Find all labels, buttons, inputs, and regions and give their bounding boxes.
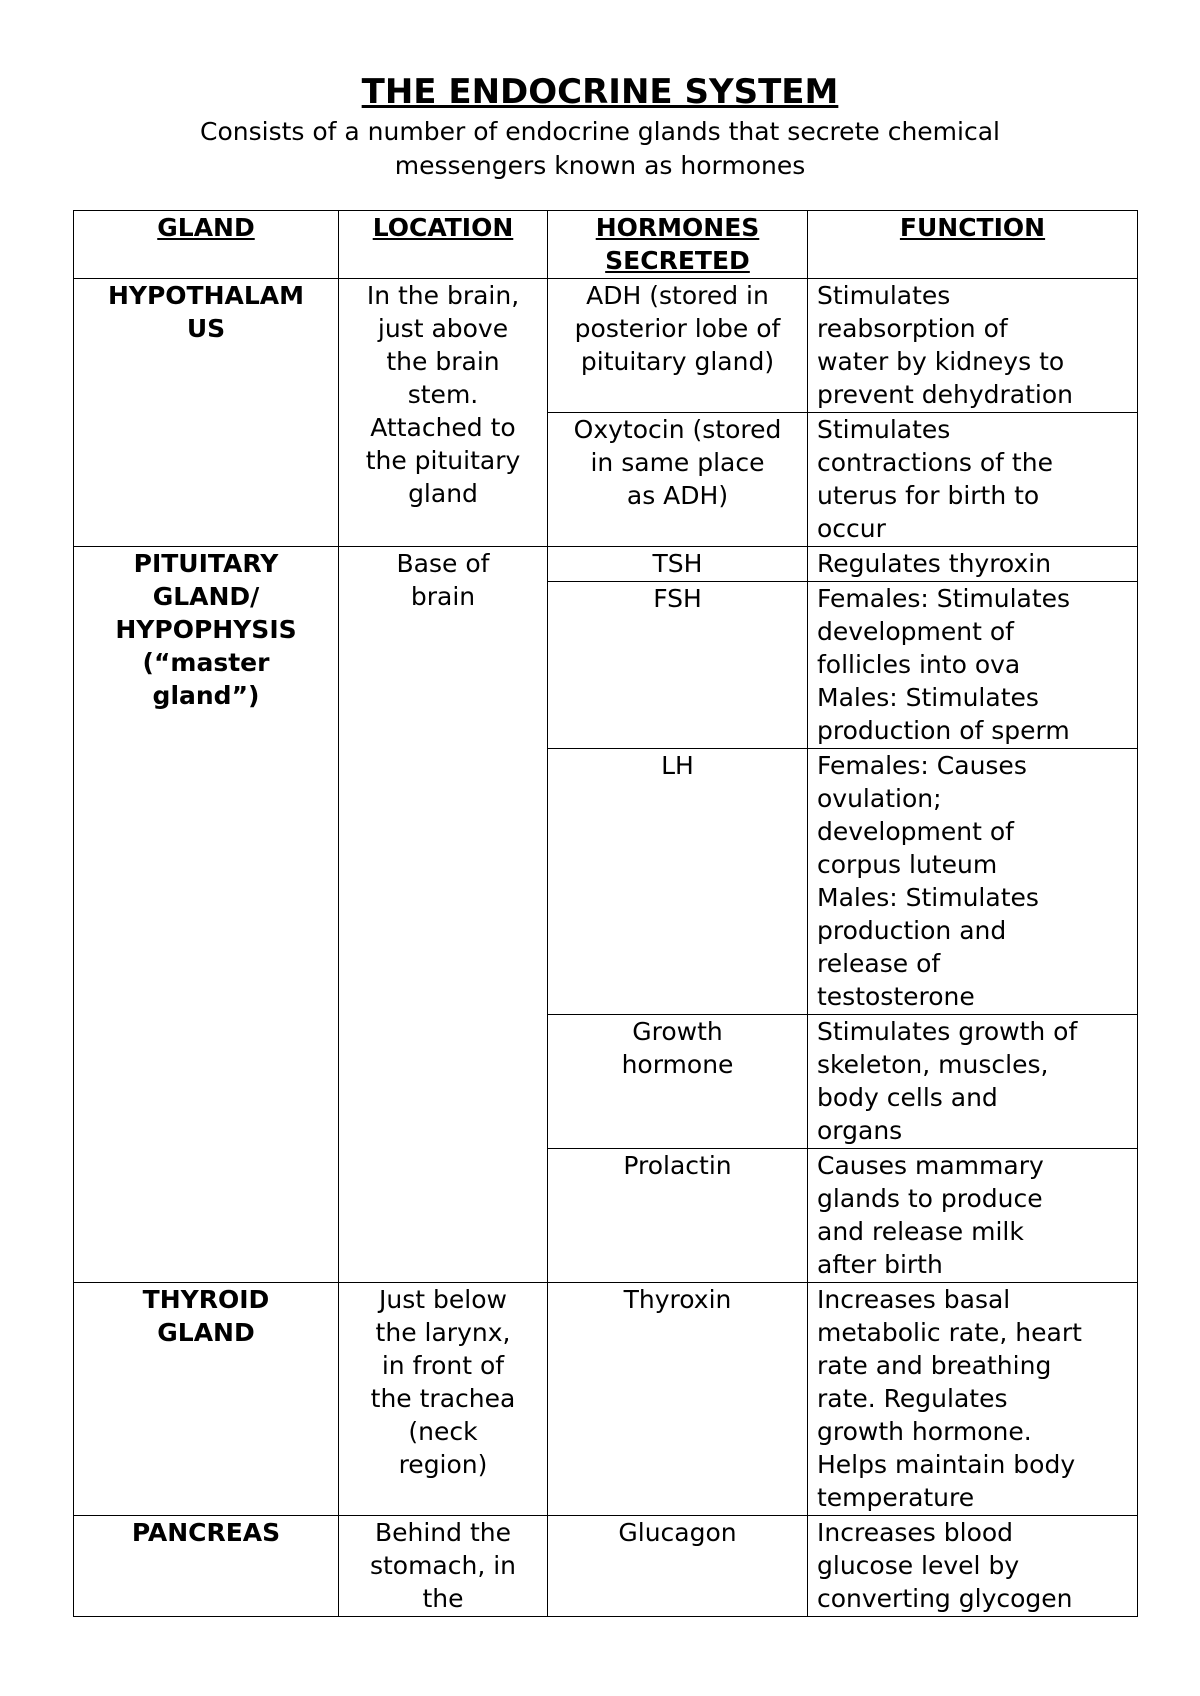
location-line: just above bbox=[377, 314, 509, 343]
page-subtitle bbox=[140, 115, 1060, 183]
function-line: after birth bbox=[817, 1250, 943, 1279]
location-line: In the brain, bbox=[366, 281, 520, 310]
function-cell bbox=[808, 279, 1138, 413]
function-line: growth hormone. bbox=[817, 1417, 1032, 1446]
function-line: ovulation; bbox=[817, 784, 942, 813]
location-line: Attached to bbox=[370, 413, 516, 442]
hormone-line: LH bbox=[661, 751, 694, 780]
function-line: converting glycogen bbox=[817, 1584, 1073, 1613]
gland-name-cell bbox=[74, 279, 339, 547]
gland-name-line: gland”) bbox=[152, 681, 260, 710]
function-cell bbox=[808, 582, 1138, 749]
function-line: body cells and bbox=[817, 1083, 998, 1112]
hormone-line: Thyroxin bbox=[623, 1285, 732, 1314]
hormone-line: pituitary gland) bbox=[580, 347, 775, 376]
function-line: development of bbox=[817, 617, 1014, 646]
location-line: region) bbox=[398, 1450, 488, 1479]
hormone-cell bbox=[548, 1149, 808, 1283]
location-line: brain bbox=[410, 582, 476, 611]
function-line: production and bbox=[817, 916, 1007, 945]
hormone-line: hormone bbox=[621, 1050, 734, 1079]
gland-name-line: US bbox=[186, 314, 226, 343]
location-line: gland bbox=[408, 479, 478, 508]
function-line: glands to produce bbox=[817, 1184, 1043, 1213]
header-hormones: HORMONES SECRETED bbox=[548, 211, 808, 279]
function-line: Females: Causes bbox=[817, 751, 1027, 780]
function-line: glucose level by bbox=[817, 1551, 1020, 1580]
header-function: FUNCTION bbox=[808, 211, 1138, 279]
function-line: prevent dehydration bbox=[817, 380, 1073, 409]
location-line: the larynx, bbox=[375, 1318, 511, 1347]
hormone-cell bbox=[548, 1283, 808, 1516]
gland-name-cell bbox=[74, 1283, 339, 1516]
function-cell bbox=[808, 749, 1138, 1015]
location-cell bbox=[339, 547, 548, 1283]
location-line: stomach, in bbox=[369, 1551, 517, 1580]
function-line: temperature bbox=[817, 1483, 975, 1512]
function-line: production of sperm bbox=[817, 716, 1070, 745]
gland-name-cell bbox=[74, 547, 339, 1283]
hormone-cell bbox=[548, 413, 808, 547]
hormone-cell bbox=[548, 1015, 808, 1149]
location-line: the brain bbox=[386, 347, 500, 376]
hormone-line: posterior lobe of bbox=[574, 314, 781, 343]
function-line: follicles into ova bbox=[817, 650, 1021, 679]
function-line: Increases basal bbox=[817, 1285, 1011, 1314]
function-line: and release milk bbox=[817, 1217, 1024, 1246]
function-cell bbox=[808, 1149, 1138, 1283]
location-cell bbox=[339, 1516, 548, 1617]
function-line: organs bbox=[817, 1116, 903, 1145]
hormone-line: ADH (stored in bbox=[586, 281, 769, 310]
function-line: Stimulates bbox=[817, 281, 951, 310]
gland-name-line: THYROID bbox=[142, 1285, 270, 1314]
location-line: Just below bbox=[379, 1285, 507, 1314]
hormone-cell bbox=[548, 582, 808, 749]
hormone-line: Growth bbox=[632, 1017, 723, 1046]
table-body bbox=[74, 279, 1138, 1617]
function-cell bbox=[808, 1516, 1138, 1617]
subtitle-line: Consists of a number of endocrine glands that secrete chemical bbox=[200, 117, 1000, 146]
gland-name-line: (“master bbox=[142, 648, 270, 677]
gland-name-line: PITUITARY bbox=[133, 549, 279, 578]
gland-name-line: PANCREAS bbox=[131, 1518, 281, 1547]
function-line: Causes mammary bbox=[817, 1151, 1044, 1180]
table-row bbox=[74, 547, 1138, 582]
gland-name-line: GLAND/ bbox=[152, 582, 260, 611]
endocrine-table bbox=[73, 210, 1138, 1617]
function-line: occur bbox=[817, 514, 886, 543]
function-cell bbox=[808, 413, 1138, 547]
header-location: LOCATION bbox=[339, 211, 548, 279]
location-line: stem. bbox=[407, 380, 479, 409]
hormone-cell bbox=[548, 749, 808, 1015]
location-line: the pituitary bbox=[365, 446, 521, 475]
table-row bbox=[74, 1516, 1138, 1617]
function-line: Regulates thyroxin bbox=[817, 549, 1052, 578]
function-line: development of bbox=[817, 817, 1014, 846]
header-gland: GLAND bbox=[74, 211, 339, 279]
function-line: rate and breathing bbox=[817, 1351, 1052, 1380]
hormone-cell bbox=[548, 279, 808, 413]
function-line: rate. Regulates bbox=[817, 1384, 1008, 1413]
function-line: Stimulates growth of bbox=[817, 1017, 1078, 1046]
location-line: Behind the bbox=[374, 1518, 511, 1547]
function-line: Males: Stimulates bbox=[817, 683, 1039, 712]
function-line: contractions of the bbox=[817, 448, 1053, 477]
function-cell bbox=[808, 1283, 1138, 1516]
gland-name-line: HYPOPHYSIS bbox=[115, 615, 297, 644]
function-line: Males: Stimulates bbox=[817, 883, 1039, 912]
function-line: skeleton, muscles, bbox=[817, 1050, 1049, 1079]
function-line: Females: Stimulates bbox=[817, 584, 1071, 613]
function-line: Helps maintain body bbox=[817, 1450, 1076, 1479]
location-cell bbox=[339, 279, 548, 547]
hormone-cell bbox=[548, 1516, 808, 1617]
table-row bbox=[74, 1283, 1138, 1516]
hormone-line: Prolactin bbox=[623, 1151, 732, 1180]
function-line: water by kidneys to bbox=[817, 347, 1065, 376]
location-cell bbox=[339, 1283, 548, 1516]
function-cell bbox=[808, 1015, 1138, 1149]
subtitle-line: messengers known as hormones bbox=[394, 151, 806, 180]
location-line: in front of bbox=[381, 1351, 505, 1380]
location-line: the bbox=[422, 1584, 464, 1613]
function-line: release of bbox=[817, 949, 941, 978]
function-line: Stimulates bbox=[817, 415, 951, 444]
location-line: Base of bbox=[396, 549, 490, 578]
hormone-line: FSH bbox=[653, 584, 702, 613]
hormone-line: Oxytocin (stored bbox=[573, 415, 782, 444]
hormone-line: in same place bbox=[590, 448, 765, 477]
gland-name-cell bbox=[74, 1516, 339, 1617]
table-row bbox=[74, 279, 1138, 413]
hormone-line: Glucagon bbox=[618, 1518, 737, 1547]
hormone-line: as ADH) bbox=[626, 481, 729, 510]
hormone-cell bbox=[548, 547, 808, 582]
function-line: corpus luteum bbox=[817, 850, 998, 879]
function-line: uterus for birth to bbox=[817, 481, 1040, 510]
gland-name-line: HYPOTHALAM bbox=[107, 281, 305, 310]
function-cell bbox=[808, 547, 1138, 582]
table-header-row bbox=[74, 211, 1138, 279]
function-line: testosterone bbox=[817, 982, 975, 1011]
page-title: THE ENDOCRINE SYSTEM bbox=[361, 72, 839, 112]
function-line: metabolic rate, heart bbox=[817, 1318, 1082, 1347]
location-line: the trachea bbox=[370, 1384, 516, 1413]
location-line: (neck bbox=[408, 1417, 478, 1446]
function-line: Increases blood bbox=[817, 1518, 1014, 1547]
gland-name-line: GLAND bbox=[157, 1318, 255, 1347]
hormone-line: TSH bbox=[652, 549, 703, 578]
function-line: reabsorption of bbox=[817, 314, 1008, 343]
